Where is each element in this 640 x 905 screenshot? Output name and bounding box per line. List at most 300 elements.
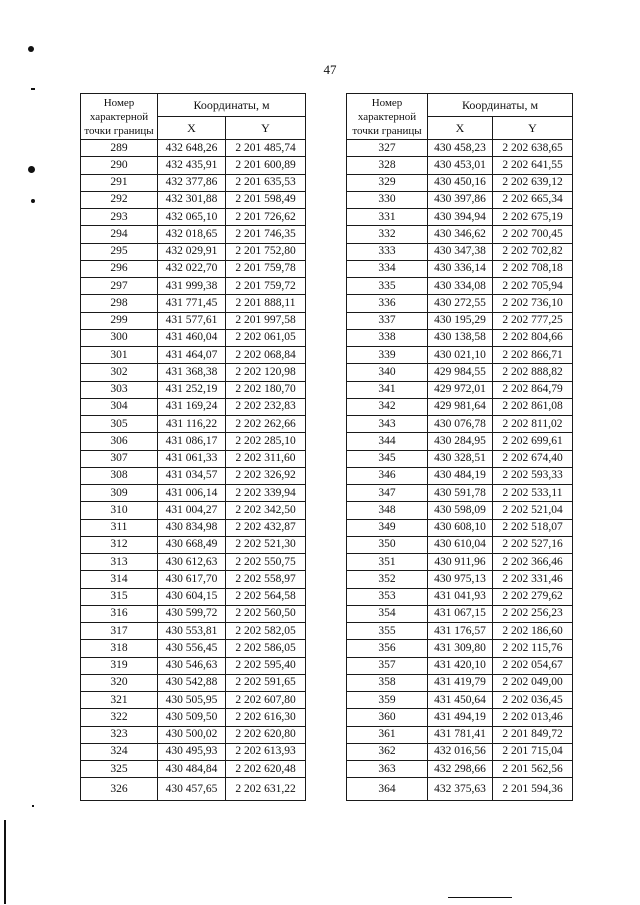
table-row	[81, 450, 306, 467]
point-number-cell: 341	[347, 381, 428, 398]
point-number-cell: 339	[347, 347, 428, 364]
x-coordinate-cell: 430 911,96	[428, 554, 493, 571]
coordinates-table-right	[346, 93, 573, 801]
x-coordinate-cell: 430 397,86	[428, 191, 493, 208]
point-number-cell: 360	[347, 709, 428, 726]
table-row	[81, 312, 306, 329]
point-number-cell: 313	[81, 554, 158, 571]
table-row	[347, 398, 573, 415]
x-coordinate-cell: 430 272,55	[428, 295, 493, 312]
table-row	[81, 674, 306, 691]
point-number-header-line: характерной	[89, 110, 149, 123]
point-number-cell: 303	[81, 381, 158, 398]
y-coordinate-cell: 2 202 036,45	[493, 692, 573, 709]
point-number-cell: 336	[347, 295, 428, 312]
point-number-cell: 348	[347, 502, 428, 519]
x-coordinate-cell: 430 347,38	[428, 243, 493, 260]
y-coordinate-cell: 2 202 564,58	[226, 588, 306, 605]
y-coordinate-cell: 2 202 631,22	[226, 778, 306, 801]
point-number-cell: 328	[347, 157, 428, 174]
y-coordinate-cell: 2 202 777,25	[493, 312, 573, 329]
table-row	[347, 364, 573, 381]
x-coordinate-cell: 431 368,38	[158, 364, 226, 381]
x-coordinate-cell: 432 377,86	[158, 174, 226, 191]
y-coordinate-cell: 2 202 616,30	[226, 709, 306, 726]
scan-mark	[28, 46, 34, 52]
x-coordinate-cell: 430 599,72	[158, 605, 226, 622]
table-row	[81, 519, 306, 536]
table-row	[347, 657, 573, 674]
x-coordinate-cell: 430 505,95	[158, 692, 226, 709]
x-coordinate-cell: 431 494,19	[428, 709, 493, 726]
table-row	[347, 743, 573, 760]
table-row	[81, 657, 306, 674]
point-number-cell: 350	[347, 536, 428, 553]
y-coordinate-cell: 2 202 888,82	[493, 364, 573, 381]
point-number-cell: 319	[81, 657, 158, 674]
table-row	[347, 588, 573, 605]
x-header: X	[428, 117, 493, 140]
y-coordinate-cell: 2 202 736,10	[493, 295, 573, 312]
y-coordinate-cell: 2 202 595,40	[226, 657, 306, 674]
point-number-cell: 293	[81, 209, 158, 226]
x-coordinate-cell: 430 598,09	[428, 502, 493, 519]
table-row	[347, 312, 573, 329]
x-coordinate-cell: 431 041,93	[428, 588, 493, 605]
table-row	[81, 347, 306, 364]
table-row	[81, 243, 306, 260]
x-coordinate-cell: 432 648,26	[158, 140, 226, 157]
table-row	[347, 329, 573, 346]
table-body	[81, 140, 306, 801]
y-coordinate-cell: 2 202 665,34	[493, 191, 573, 208]
table-body	[347, 140, 573, 801]
x-coordinate-cell: 430 553,81	[158, 623, 226, 640]
scan-mark	[31, 199, 35, 203]
table-row	[81, 191, 306, 208]
table-row	[81, 174, 306, 191]
x-coordinate-cell: 431 061,33	[158, 450, 226, 467]
table-row	[81, 433, 306, 450]
y-coordinate-cell: 2 202 811,02	[493, 416, 573, 433]
x-coordinate-cell: 431 464,07	[158, 347, 226, 364]
point-number-cell: 289	[81, 140, 158, 157]
table-row	[81, 743, 306, 760]
point-number-cell: 343	[347, 416, 428, 433]
y-coordinate-cell: 2 201 746,35	[226, 226, 306, 243]
point-number-cell: 359	[347, 692, 428, 709]
table-row	[81, 209, 306, 226]
table-row	[81, 364, 306, 381]
x-coordinate-cell: 430 284,95	[428, 433, 493, 450]
table-row	[347, 571, 573, 588]
point-number-cell: 356	[347, 640, 428, 657]
point-number-cell: 311	[81, 519, 158, 536]
y-coordinate-cell: 2 202 521,04	[493, 502, 573, 519]
x-coordinate-cell: 430 346,62	[428, 226, 493, 243]
x-coordinate-cell: 430 394,94	[428, 209, 493, 226]
y-coordinate-cell: 2 202 613,93	[226, 743, 306, 760]
x-coordinate-cell: 430 076,78	[428, 416, 493, 433]
point-number-cell: 291	[81, 174, 158, 191]
x-coordinate-cell: 430 334,08	[428, 278, 493, 295]
scan-bottom-line	[448, 897, 512, 898]
table-row	[81, 761, 306, 778]
table-row	[81, 157, 306, 174]
table-row	[81, 329, 306, 346]
x-header: X	[158, 117, 226, 140]
y-coordinate-cell: 2 202 342,50	[226, 502, 306, 519]
point-number-cell: 316	[81, 605, 158, 622]
x-coordinate-cell: 430 328,51	[428, 450, 493, 467]
table-row	[81, 571, 306, 588]
y-coordinate-cell: 2 201 726,62	[226, 209, 306, 226]
y-coordinate-cell: 2 202 700,45	[493, 226, 573, 243]
point-number-cell: 338	[347, 329, 428, 346]
x-coordinate-cell: 430 509,50	[158, 709, 226, 726]
point-number-cell: 346	[347, 467, 428, 484]
point-number-cell: 317	[81, 623, 158, 640]
table-row	[81, 295, 306, 312]
table-row	[81, 588, 306, 605]
point-number-cell: 337	[347, 312, 428, 329]
x-coordinate-cell: 430 484,84	[158, 761, 226, 778]
x-coordinate-cell: 431 116,22	[158, 416, 226, 433]
table-row	[81, 623, 306, 640]
x-coordinate-cell: 432 018,65	[158, 226, 226, 243]
y-coordinate-cell: 2 202 607,80	[226, 692, 306, 709]
y-coordinate-cell: 2 202 639,12	[493, 174, 573, 191]
x-coordinate-cell: 430 450,16	[428, 174, 493, 191]
x-coordinate-cell: 430 604,15	[158, 588, 226, 605]
x-coordinate-cell: 430 610,04	[428, 536, 493, 553]
x-coordinate-cell: 430 021,10	[428, 347, 493, 364]
y-coordinate-cell: 2 202 061,05	[226, 329, 306, 346]
point-number-cell: 331	[347, 209, 428, 226]
y-coordinate-cell: 2 202 699,61	[493, 433, 573, 450]
x-coordinate-cell: 430 975,13	[428, 571, 493, 588]
table-row	[347, 554, 573, 571]
y-coordinate-cell: 2 202 256,23	[493, 605, 573, 622]
y-coordinate-cell: 2 201 888,11	[226, 295, 306, 312]
table-row	[81, 778, 306, 801]
point-number-cell: 324	[81, 743, 158, 760]
point-number-cell: 362	[347, 743, 428, 760]
table-row	[81, 640, 306, 657]
point-number-cell: 355	[347, 623, 428, 640]
table-row	[347, 761, 573, 778]
table-row	[81, 485, 306, 502]
x-coordinate-cell: 430 612,63	[158, 554, 226, 571]
point-number-cell: 301	[81, 347, 158, 364]
table-row	[81, 278, 306, 295]
y-coordinate-cell: 2 202 331,46	[493, 571, 573, 588]
x-coordinate-cell: 430 484,19	[428, 467, 493, 484]
y-coordinate-cell: 2 202 675,19	[493, 209, 573, 226]
x-coordinate-cell: 430 495,93	[158, 743, 226, 760]
point-number-cell: 347	[347, 485, 428, 502]
y-coordinate-cell: 2 202 232,83	[226, 398, 306, 415]
x-coordinate-cell: 431 781,41	[428, 726, 493, 743]
point-number-cell: 353	[347, 588, 428, 605]
table-row	[347, 226, 573, 243]
y-coordinate-cell: 2 202 068,84	[226, 347, 306, 364]
table-row	[81, 260, 306, 277]
point-number-cell: 290	[81, 157, 158, 174]
table-row	[347, 191, 573, 208]
table-row	[81, 502, 306, 519]
y-coordinate-cell: 2 202 804,66	[493, 329, 573, 346]
table-row	[347, 416, 573, 433]
point-number-cell: 292	[81, 191, 158, 208]
point-number-cell: 300	[81, 329, 158, 346]
x-coordinate-cell: 430 500,02	[158, 726, 226, 743]
table-row	[81, 226, 306, 243]
table-row	[347, 623, 573, 640]
y-coordinate-cell: 2 202 527,16	[493, 536, 573, 553]
table-row	[347, 278, 573, 295]
x-coordinate-cell: 431 450,64	[428, 692, 493, 709]
y-coordinate-cell: 2 202 049,00	[493, 674, 573, 691]
table-row	[347, 450, 573, 467]
y-coordinate-cell: 2 201 997,58	[226, 312, 306, 329]
point-number-cell: 321	[81, 692, 158, 709]
point-number-cell: 305	[81, 416, 158, 433]
table-row	[347, 536, 573, 553]
x-coordinate-cell: 431 460,04	[158, 329, 226, 346]
table-row	[347, 519, 573, 536]
point-number-header-line: точки границы	[84, 124, 154, 137]
point-number-cell: 297	[81, 278, 158, 295]
x-coordinate-cell: 429 981,64	[428, 398, 493, 415]
y-coordinate-cell: 2 202 674,40	[493, 450, 573, 467]
y-coordinate-cell: 2 202 638,65	[493, 140, 573, 157]
y-coordinate-cell: 2 202 866,71	[493, 347, 573, 364]
x-coordinate-cell: 432 029,91	[158, 243, 226, 260]
point-number-cell: 330	[347, 191, 428, 208]
y-coordinate-cell: 2 202 366,46	[493, 554, 573, 571]
y-coordinate-cell: 2 202 864,79	[493, 381, 573, 398]
table-row	[347, 295, 573, 312]
point-number-cell: 295	[81, 243, 158, 260]
y-coordinate-cell: 2 201 752,80	[226, 243, 306, 260]
y-coordinate-cell: 2 202 582,05	[226, 623, 306, 640]
point-number-header-line: Номер	[371, 96, 403, 109]
x-coordinate-cell: 430 546,63	[158, 657, 226, 674]
point-number-header-line: точки границы	[352, 124, 422, 137]
table-row	[81, 467, 306, 484]
point-number-cell: 361	[347, 726, 428, 743]
y-coordinate-cell: 2 202 013,46	[493, 709, 573, 726]
point-number-cell: 342	[347, 398, 428, 415]
x-coordinate-cell: 430 542,88	[158, 674, 226, 691]
table-row	[347, 467, 573, 484]
x-coordinate-cell: 431 309,80	[428, 640, 493, 657]
table-row	[81, 692, 306, 709]
table-row	[81, 416, 306, 433]
y-coordinate-cell: 2 202 339,94	[226, 485, 306, 502]
point-number-cell: 310	[81, 502, 158, 519]
y-coordinate-cell: 2 202 620,80	[226, 726, 306, 743]
y-header: Y	[226, 117, 306, 140]
table-row	[81, 605, 306, 622]
point-number-cell: 308	[81, 467, 158, 484]
table-row	[347, 692, 573, 709]
x-coordinate-cell: 430 453,01	[428, 157, 493, 174]
table-row	[347, 209, 573, 226]
y-coordinate-cell: 2 201 759,72	[226, 278, 306, 295]
x-coordinate-cell: 432 065,10	[158, 209, 226, 226]
table-row	[347, 674, 573, 691]
point-number-cell: 296	[81, 260, 158, 277]
y-coordinate-cell: 2 202 115,76	[493, 640, 573, 657]
x-coordinate-cell: 430 556,45	[158, 640, 226, 657]
point-number-cell: 349	[347, 519, 428, 536]
y-coordinate-cell: 2 202 285,10	[226, 433, 306, 450]
x-coordinate-cell: 430 834,98	[158, 519, 226, 536]
y-coordinate-cell: 2 202 054,67	[493, 657, 573, 674]
coordinates-table-left	[80, 93, 306, 801]
y-coordinate-cell: 2 202 641,55	[493, 157, 573, 174]
scan-mark	[32, 805, 34, 807]
table-row	[81, 726, 306, 743]
point-number-cell: 327	[347, 140, 428, 157]
x-coordinate-cell: 431 067,15	[428, 605, 493, 622]
x-coordinate-cell: 432 301,88	[158, 191, 226, 208]
table-row	[81, 398, 306, 415]
x-coordinate-cell: 431 252,19	[158, 381, 226, 398]
point-number-cell: 302	[81, 364, 158, 381]
point-number-cell: 335	[347, 278, 428, 295]
y-coordinate-cell: 2 201 594,36	[493, 778, 573, 801]
x-coordinate-cell: 431 420,10	[428, 657, 493, 674]
table-row	[81, 381, 306, 398]
point-number-cell: 322	[81, 709, 158, 726]
x-coordinate-cell: 430 458,23	[428, 140, 493, 157]
x-coordinate-cell: 431 419,79	[428, 674, 493, 691]
x-coordinate-cell: 431 034,57	[158, 467, 226, 484]
point-number-cell: 364	[347, 778, 428, 801]
x-coordinate-cell: 431 771,45	[158, 295, 226, 312]
table-row	[347, 485, 573, 502]
point-number-cell: 358	[347, 674, 428, 691]
point-number-cell: 309	[81, 485, 158, 502]
point-number-cell: 351	[347, 554, 428, 571]
point-number-cell: 340	[347, 364, 428, 381]
scan-mark	[31, 88, 35, 90]
table-row	[347, 157, 573, 174]
point-number-cell: 332	[347, 226, 428, 243]
table-row	[81, 709, 306, 726]
x-coordinate-cell: 432 022,70	[158, 260, 226, 277]
y-coordinate-cell: 2 202 518,07	[493, 519, 573, 536]
y-coordinate-cell: 2 202 521,30	[226, 536, 306, 553]
table-row	[347, 433, 573, 450]
table-row	[347, 709, 573, 726]
point-number-cell: 334	[347, 260, 428, 277]
y-coordinate-cell: 2 201 635,53	[226, 174, 306, 191]
y-coordinate-cell: 2 201 715,04	[493, 743, 573, 760]
x-coordinate-cell: 430 591,78	[428, 485, 493, 502]
page-number: 47	[323, 62, 337, 77]
y-coordinate-cell: 2 202 705,94	[493, 278, 573, 295]
table-row	[81, 140, 306, 157]
y-coordinate-cell: 2 202 120,98	[226, 364, 306, 381]
table-row	[81, 536, 306, 553]
coordinates-header: Координаты, м	[428, 94, 573, 117]
table-row	[347, 640, 573, 657]
point-number-cell: 344	[347, 433, 428, 450]
table-row	[347, 605, 573, 622]
point-number-cell: 314	[81, 571, 158, 588]
table-row	[347, 726, 573, 743]
x-coordinate-cell: 432 016,56	[428, 743, 493, 760]
y-coordinate-cell: 2 202 311,60	[226, 450, 306, 467]
y-coordinate-cell: 2 201 600,89	[226, 157, 306, 174]
point-number-cell: 299	[81, 312, 158, 329]
point-number-cell: 306	[81, 433, 158, 450]
table-row	[347, 140, 573, 157]
point-number-cell: 357	[347, 657, 428, 674]
point-number-cell: 333	[347, 243, 428, 260]
table-row	[347, 502, 573, 519]
point-number-cell: 318	[81, 640, 158, 657]
point-number-header-line: характерной	[357, 110, 417, 123]
x-coordinate-cell: 432 435,91	[158, 157, 226, 174]
y-coordinate-cell: 2 202 432,87	[226, 519, 306, 536]
x-coordinate-cell: 430 457,65	[158, 778, 226, 801]
x-coordinate-cell: 432 298,66	[428, 761, 493, 778]
point-number-cell: 298	[81, 295, 158, 312]
y-coordinate-cell: 2 202 262,66	[226, 416, 306, 433]
point-number-cell: 352	[347, 571, 428, 588]
x-coordinate-cell: 431 176,57	[428, 623, 493, 640]
point-number-cell: 363	[347, 761, 428, 778]
point-number-cell: 323	[81, 726, 158, 743]
y-coordinate-cell: 2 202 186,60	[493, 623, 573, 640]
y-coordinate-cell: 2 202 708,18	[493, 260, 573, 277]
y-coordinate-cell: 2 202 533,11	[493, 485, 573, 502]
table-row	[347, 778, 573, 801]
point-number-header	[81, 94, 158, 140]
x-coordinate-cell: 430 138,58	[428, 329, 493, 346]
y-header: Y	[493, 117, 573, 140]
y-coordinate-cell: 2 202 560,50	[226, 605, 306, 622]
table-row	[347, 243, 573, 260]
y-coordinate-cell: 2 202 550,75	[226, 554, 306, 571]
point-number-header	[347, 94, 428, 140]
table-row	[347, 174, 573, 191]
x-coordinate-cell: 431 006,14	[158, 485, 226, 502]
scan-mark	[28, 166, 35, 173]
point-number-header-line: Номер	[103, 96, 135, 109]
point-number-cell: 304	[81, 398, 158, 415]
point-number-cell: 326	[81, 778, 158, 801]
y-coordinate-cell: 2 201 598,49	[226, 191, 306, 208]
x-coordinate-cell: 430 336,14	[428, 260, 493, 277]
x-coordinate-cell: 431 004,27	[158, 502, 226, 519]
table-row	[81, 554, 306, 571]
y-coordinate-cell: 2 202 279,62	[493, 588, 573, 605]
y-coordinate-cell: 2 201 562,56	[493, 761, 573, 778]
x-coordinate-cell: 430 195,29	[428, 312, 493, 329]
x-coordinate-cell: 432 375,63	[428, 778, 493, 801]
table-row	[347, 381, 573, 398]
y-coordinate-cell: 2 202 702,82	[493, 243, 573, 260]
x-coordinate-cell: 429 984,55	[428, 364, 493, 381]
x-coordinate-cell: 430 617,70	[158, 571, 226, 588]
point-number-cell: 307	[81, 450, 158, 467]
